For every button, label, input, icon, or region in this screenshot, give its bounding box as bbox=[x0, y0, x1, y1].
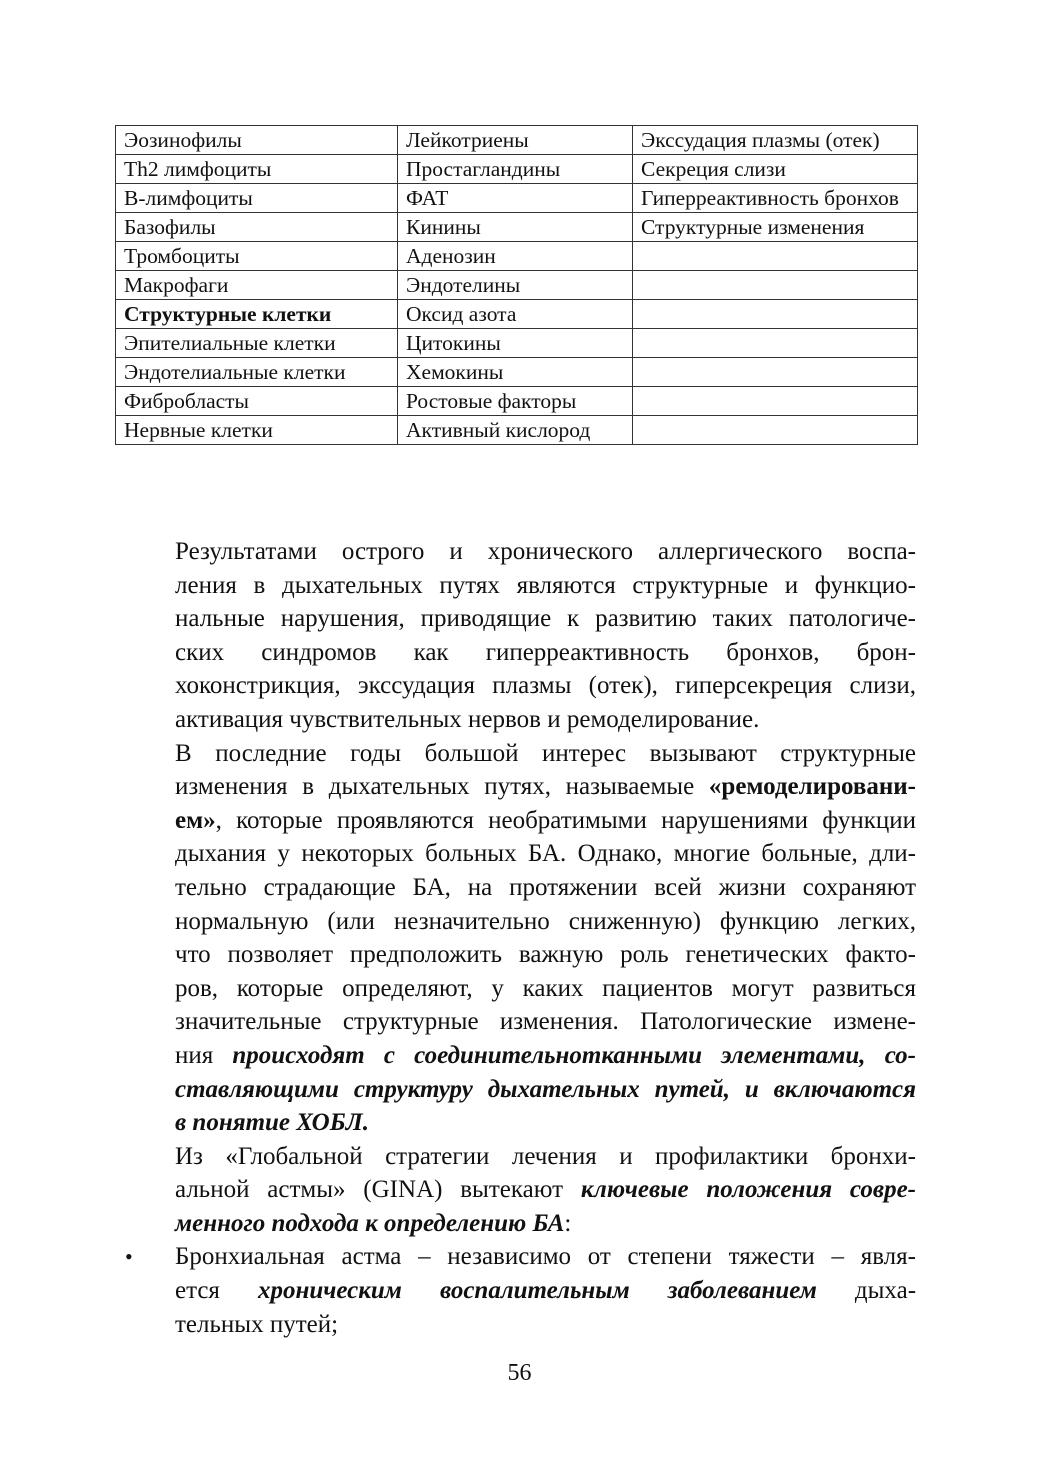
table-cell bbox=[633, 242, 918, 271]
table-cell: B-лимфоциты bbox=[116, 184, 398, 213]
text-run: альной астмы» (GINA) вытекают bbox=[175, 1176, 581, 1204]
body-text bbox=[125, 535, 916, 1341]
text-line: нальные нарушения, приводящие к развитию таких патологиче- bbox=[175, 605, 916, 633]
text-run: ется bbox=[175, 1277, 258, 1305]
text-line: дыхания у некоторых больных БА. Однако, многие больные, дли- bbox=[175, 840, 916, 868]
paragraph-gina bbox=[125, 1140, 916, 1241]
text-run: изменения в дыхательных путях, называемые bbox=[175, 773, 709, 801]
table-cell: Макрофаги bbox=[116, 271, 398, 300]
table-cell: Эндотелиальные клетки bbox=[116, 358, 398, 387]
emphasis-line: в понятие ХОБЛ. bbox=[175, 1109, 370, 1137]
paragraph-remodeling bbox=[125, 737, 916, 1140]
table-cell: Простагландины bbox=[398, 155, 633, 184]
emphasis-text: менного подхода к определению БА bbox=[175, 1209, 565, 1237]
table-row bbox=[116, 242, 918, 271]
table-cell bbox=[633, 358, 918, 387]
table-row bbox=[116, 329, 918, 358]
table-cell: ФАТ bbox=[398, 184, 633, 213]
table-cell: Базофилы bbox=[116, 213, 398, 242]
table-cell: Оксид азота bbox=[398, 300, 633, 329]
table-cell: Нервные клетки bbox=[116, 416, 398, 445]
text-run: ния bbox=[175, 1041, 233, 1069]
table-row bbox=[116, 184, 918, 213]
text-line bbox=[125, 1207, 916, 1241]
text-run: , которые проявляются необратимыми нарушениями функции bbox=[215, 806, 916, 834]
bullet-item bbox=[125, 1240, 916, 1341]
table-cell: Кинины bbox=[398, 213, 633, 242]
bullet-icon: • bbox=[125, 1244, 133, 1270]
table-cell: Лейкотриены bbox=[398, 126, 633, 155]
text-line: активация чувствительных нервов и ремоделирование. bbox=[175, 705, 760, 733]
table-row bbox=[116, 416, 918, 445]
paragraph-results bbox=[125, 535, 916, 737]
emphasis-line: ставляющими структуру дыхательных путей, и включаются bbox=[175, 1075, 916, 1103]
text-line bbox=[125, 804, 916, 838]
table-cell-heading: Структурные клетки bbox=[116, 300, 398, 329]
table-cell: Экссудация плазмы (отек) bbox=[633, 126, 918, 155]
table-row bbox=[116, 300, 918, 329]
table-row bbox=[116, 155, 918, 184]
page-number: 56 bbox=[507, 1360, 532, 1386]
text-run: : bbox=[564, 1209, 572, 1237]
text-line: тельно страдающие БА, на протяжении всей жизни сохраняют bbox=[175, 873, 916, 901]
text-line: нормальную (или незначительно сниженную) функцию легких, bbox=[175, 907, 916, 935]
table-cell: Структурные изменения bbox=[633, 213, 918, 242]
text-line: ских синдромов как гиперреактивность бронхов, брон- bbox=[175, 638, 916, 666]
text-line: Бронхиальная астма – независимо от степени тяжести – явля- bbox=[175, 1243, 916, 1271]
text-line bbox=[175, 1274, 916, 1308]
table-row bbox=[116, 387, 918, 416]
table-cell: Эндотелины bbox=[398, 271, 633, 300]
table-cell: Эпителиальные клетки bbox=[116, 329, 398, 358]
table-cell: Гиперреактивность бронхов bbox=[633, 184, 918, 213]
table-row bbox=[116, 213, 918, 242]
text-line bbox=[125, 1039, 916, 1073]
text-line: что позволяет предположить важную роль генетических факто- bbox=[175, 941, 916, 969]
text-line: ров, которые определяют, у каких пациентов могут развиться bbox=[175, 974, 916, 1002]
table-cell: Аденозин bbox=[398, 242, 633, 271]
table-cell: Ростовые факторы bbox=[398, 387, 633, 416]
emphasis-text: ключевые положения совре- bbox=[580, 1176, 916, 1204]
table-cell: Эозинофилы bbox=[116, 126, 398, 155]
table-cell: Цитокины bbox=[398, 329, 633, 358]
table-cell: Фибробласты bbox=[116, 387, 398, 416]
table-cell bbox=[633, 387, 918, 416]
emphasis-text: хроническим воспалительным заболеванием bbox=[257, 1277, 817, 1305]
table-row bbox=[116, 126, 918, 155]
table-cell bbox=[633, 416, 918, 445]
text-line: В последние годы большой интерес вызывают структурные bbox=[175, 739, 916, 767]
text-line: ления в дыхательных путях являются структурные и функцио- bbox=[175, 571, 916, 599]
table-cell bbox=[633, 300, 918, 329]
text-line: хоконстрикция, экссудация плазмы (отек), гиперсекреция слизи, bbox=[175, 672, 916, 700]
text-line: Из «Глобальной стратегии лечения и профилактики бронхи- bbox=[175, 1142, 916, 1170]
text-line: Результатами острого и хронического аллергического воспа- bbox=[175, 538, 916, 565]
term-remodeling-end: ем» bbox=[175, 806, 216, 834]
text-line: тельных путей; bbox=[175, 1310, 339, 1338]
mediators-table bbox=[115, 125, 918, 445]
table-cell: Тромбоциты bbox=[116, 242, 398, 271]
table-cell: Секреция слизи bbox=[633, 155, 918, 184]
table-row bbox=[116, 271, 918, 300]
text-run: дыха- bbox=[816, 1277, 917, 1305]
table-cell: Хемокины bbox=[398, 358, 633, 387]
table-cell bbox=[633, 329, 918, 358]
emphasis-text: происходят с соединительнотканными элементами, со- bbox=[232, 1041, 916, 1069]
table-row bbox=[116, 358, 918, 387]
text-line: значительные структурные изменения. Патологические измене- bbox=[175, 1008, 916, 1036]
text-line bbox=[125, 770, 916, 804]
text-line bbox=[125, 1173, 916, 1207]
table-cell: Активный кислород bbox=[398, 416, 633, 445]
table-cell: Th2 лимфоциты bbox=[116, 155, 398, 184]
table-cell bbox=[633, 271, 918, 300]
term-remodeling: «ремоделировани- bbox=[708, 773, 916, 801]
